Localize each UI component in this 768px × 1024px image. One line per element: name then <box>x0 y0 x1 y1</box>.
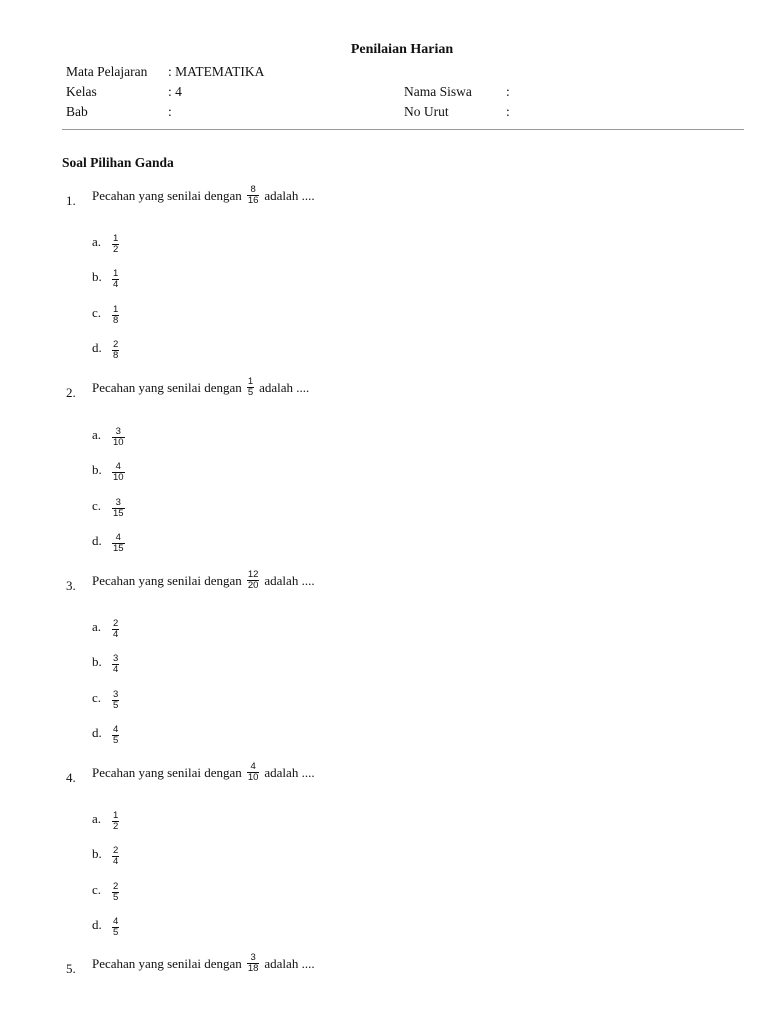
fraction-denominator: 5 <box>247 387 254 398</box>
answer-option[interactable] <box>0 811 300 841</box>
fraction-denominator: 15 <box>113 543 124 554</box>
fraction-numerator: 4 <box>113 916 119 927</box>
option-label: c. <box>92 305 102 320</box>
option-label: a. <box>92 811 102 826</box>
question-suffix: adalah .... <box>259 379 310 395</box>
question-number: 4. <box>66 770 76 785</box>
fraction-denominator: 18 <box>247 963 259 974</box>
answer-option[interactable] <box>0 917 300 947</box>
question-fraction <box>247 762 260 783</box>
fraction-denominator: 4 <box>113 856 119 867</box>
fraction-denominator: 16 <box>247 195 259 206</box>
fraction-denominator: 5 <box>113 927 119 938</box>
question-prefix: Pecahan yang senilai dengan <box>92 379 242 395</box>
option-label: d. <box>92 533 102 548</box>
option-label: c. <box>92 690 102 705</box>
option-fraction <box>112 269 119 290</box>
option-label: d. <box>92 917 102 932</box>
question-text <box>92 953 315 974</box>
class-value: : 4 <box>168 84 182 99</box>
fraction-numerator: 2 <box>113 339 119 350</box>
option-fraction <box>112 234 119 255</box>
fraction-denominator: 4 <box>113 279 119 290</box>
option-label: a. <box>92 619 102 634</box>
fraction-numerator: 2 <box>113 881 119 892</box>
answer-option[interactable] <box>0 427 300 457</box>
fraction-numerator: 1 <box>113 268 119 279</box>
fraction-denominator: 5 <box>113 892 119 903</box>
answer-option[interactable] <box>0 619 300 649</box>
student-name-value: : <box>506 84 510 99</box>
section-title: Soal Pilihan Ganda <box>62 155 174 170</box>
chapter-label: Bab <box>66 104 88 119</box>
question-fraction <box>247 185 260 206</box>
info-left <box>66 62 326 124</box>
fraction-denominator: 10 <box>113 472 124 483</box>
fraction-denominator: 15 <box>113 508 124 519</box>
question-prefix: Pecahan yang senilai dengan <box>92 764 242 780</box>
question-text <box>92 185 315 206</box>
question-number: 3. <box>66 578 76 593</box>
option-fraction <box>112 427 125 448</box>
option-fraction <box>112 340 119 361</box>
question-fraction <box>247 953 260 974</box>
answer-option[interactable] <box>0 846 300 876</box>
answer-option[interactable] <box>0 654 300 684</box>
answer-option[interactable] <box>0 882 300 912</box>
fraction-denominator: 10 <box>247 772 259 783</box>
fraction-denominator: 20 <box>247 580 259 591</box>
option-label: c. <box>92 498 102 513</box>
question-fraction <box>247 570 260 591</box>
question-suffix: adalah .... <box>264 187 315 203</box>
fraction-numerator: 1 <box>247 376 254 387</box>
class-label: Kelas <box>66 84 97 99</box>
fraction-numerator: 4 <box>115 532 121 543</box>
option-fraction <box>112 917 119 938</box>
option-fraction <box>112 811 119 832</box>
option-fraction <box>112 725 119 746</box>
option-label: b. <box>92 654 102 669</box>
fraction-numerator: 1 <box>113 304 119 315</box>
option-fraction <box>112 619 119 640</box>
fraction-numerator: 3 <box>113 689 119 700</box>
fraction-numerator: 4 <box>250 761 256 772</box>
option-label: b. <box>92 269 102 284</box>
option-label: b. <box>92 462 102 477</box>
option-fraction <box>112 654 119 675</box>
fraction-denominator: 8 <box>113 350 119 361</box>
option-label: d. <box>92 725 102 740</box>
option-fraction <box>112 690 119 711</box>
fraction-numerator: 3 <box>115 497 121 508</box>
option-label: c. <box>92 882 102 897</box>
question-text <box>92 762 315 783</box>
fraction-numerator: 3 <box>250 952 256 963</box>
fraction-denominator: 8 <box>113 315 119 326</box>
answer-option[interactable] <box>0 234 300 264</box>
question-suffix: adalah .... <box>264 764 315 780</box>
option-fraction <box>112 533 125 554</box>
question-prefix: Pecahan yang senilai dengan <box>92 187 242 203</box>
fraction-denominator: 10 <box>113 437 124 448</box>
option-label: a. <box>92 234 102 249</box>
question-suffix: adalah .... <box>264 572 315 588</box>
option-fraction <box>112 305 119 326</box>
question-number: 1. <box>66 193 76 208</box>
option-label: a. <box>92 427 102 442</box>
fraction-numerator: 1 <box>113 233 119 244</box>
question-prefix: Pecahan yang senilai dengan <box>92 955 242 971</box>
question-suffix: adalah .... <box>264 955 315 971</box>
fraction-denominator: 4 <box>113 629 119 640</box>
roll-number-label: No Urut <box>404 104 449 119</box>
fraction-numerator: 1 <box>113 810 119 821</box>
answer-option[interactable] <box>0 690 300 720</box>
page-title: Penilaian Harian <box>350 42 454 57</box>
answer-option[interactable] <box>0 498 300 528</box>
fraction-numerator: 8 <box>250 184 256 195</box>
fraction-denominator: 2 <box>113 244 119 255</box>
fraction-numerator: 12 <box>247 569 259 580</box>
question-number: 5. <box>66 961 76 976</box>
option-label: d. <box>92 340 102 355</box>
answer-option[interactable] <box>0 533 300 563</box>
fraction-numerator: 2 <box>113 618 119 629</box>
fraction-denominator: 5 <box>113 700 119 711</box>
fraction-numerator: 4 <box>113 724 119 735</box>
student-name-label: Nama Siswa <box>404 84 472 99</box>
subject-value: : MATEMATIKA <box>168 64 265 79</box>
fraction-denominator: 5 <box>113 735 119 746</box>
option-fraction <box>112 846 119 867</box>
answer-option[interactable] <box>0 269 300 299</box>
option-label: b. <box>92 846 102 861</box>
question-prefix: Pecahan yang senilai dengan <box>92 572 242 588</box>
chapter-value: : <box>168 104 172 119</box>
fraction-denominator: 4 <box>113 664 119 675</box>
answer-option[interactable] <box>0 340 300 370</box>
option-fraction <box>112 882 119 903</box>
question-text <box>92 377 309 398</box>
answer-option[interactable] <box>0 305 300 335</box>
fraction-denominator: 2 <box>113 821 119 832</box>
option-fraction <box>112 498 125 519</box>
fraction-numerator: 2 <box>113 845 119 856</box>
question-number: 2. <box>66 385 76 400</box>
header-divider <box>62 129 744 130</box>
option-fraction <box>112 462 125 483</box>
answer-option[interactable] <box>0 725 300 755</box>
fraction-numerator: 3 <box>115 426 121 437</box>
fraction-numerator: 4 <box>115 461 121 472</box>
question-text <box>92 570 315 591</box>
info-right <box>404 82 604 124</box>
roll-number-value: : <box>506 104 510 119</box>
subject-label: Mata Pelajaran <box>66 64 148 79</box>
fraction-numerator: 3 <box>113 653 119 664</box>
question-fraction <box>247 377 254 398</box>
answer-option[interactable] <box>0 462 300 492</box>
